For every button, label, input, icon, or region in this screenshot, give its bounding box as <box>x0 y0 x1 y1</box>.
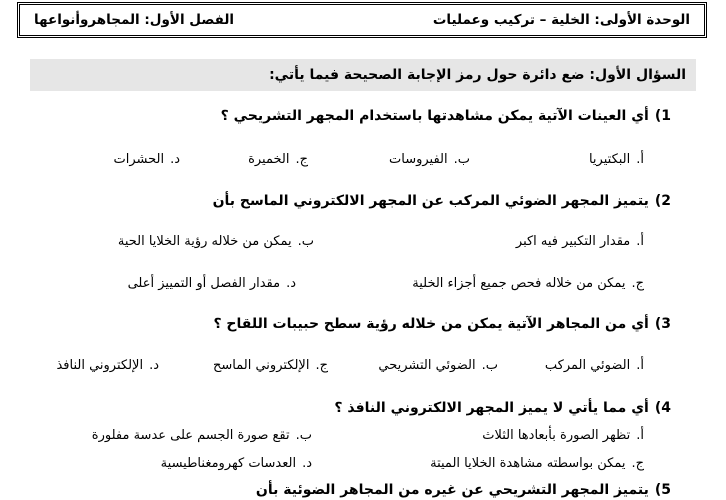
question-5 <box>256 482 671 498</box>
question-3 <box>213 316 671 332</box>
question-text: أي من المجاهر الآتية يمكن من خلاله رؤية سطح حبيبات اللقاح ؟ <box>213 316 649 332</box>
question-number: 1) <box>654 108 671 124</box>
question-2 <box>213 193 671 209</box>
question-number: 3) <box>654 316 671 332</box>
section-title: السؤال الأول: ضع دائرة حول رمز الإجابة الصحيحة فيما يأتي: <box>269 67 686 83</box>
q2-option-d[interactable]: د.مقدار الفصل أو التمييز أعلى <box>127 276 296 291</box>
q3-option-b[interactable]: ب.الضوئي التشريحي <box>378 358 498 373</box>
question-text: يتميز المجهر التشريحي عن غيره من المجاهر الضوئية بأن <box>255 482 649 498</box>
q4-option-d[interactable]: د.العدسات كهرومغناطيسية <box>160 456 312 471</box>
q3-option-c[interactable]: ج.الإلكتروني الماسح <box>213 358 328 373</box>
question-text: أي العينات الآتية يمكن مشاهدتها باستخدام المجهر التشريحي ؟ <box>220 108 649 124</box>
question-text: أي مما يأتي لا يميز المجهر الالكتروني النافذ ؟ <box>334 400 649 416</box>
q1-option-a[interactable]: أ.البكتيريا <box>588 152 644 167</box>
question-text: يتميز المجهر الضوئي المركب عن المجهر الالكتروني الماسح بأن <box>212 193 649 209</box>
q4-option-c[interactable]: ج.يمكن بواسطته مشاهدة الخلايا الميتة <box>430 456 644 471</box>
q2-option-c[interactable]: ج.يمكن من خلاله فحص جميع أجزاء الخلية <box>412 276 644 291</box>
q2-option-a[interactable]: أ.مقدار التكبير فيه اكبر <box>515 234 644 249</box>
q3-option-a[interactable]: أ.الضوئي المركب <box>544 358 644 373</box>
q1-option-c[interactable]: ج.الخميرة <box>248 152 308 167</box>
q4-option-a[interactable]: أ.تظهر الصورة بأبعادها الثلاث <box>482 428 644 443</box>
q2-option-b[interactable]: ب.يمكن من خلاله رؤية الخلايا الحية <box>117 234 314 249</box>
page-header <box>17 2 707 38</box>
q4-option-b[interactable]: ب.تقع صورة الجسم على عدسة مفلورة <box>91 428 312 443</box>
question-4 <box>334 400 671 416</box>
question-number: 4) <box>654 400 671 416</box>
q1-option-b[interactable]: ب.الفيروسات <box>389 152 470 167</box>
unit-title: الوحدة الأولى: الخلية – تركيب وعمليات <box>432 12 690 28</box>
q1-option-d[interactable]: د.الحشرات <box>113 152 180 167</box>
question-number: 2) <box>654 193 671 209</box>
section-title-bar <box>30 59 696 91</box>
question-1 <box>221 108 671 124</box>
question-number: 5) <box>654 482 671 498</box>
chapter-title: الفصل الأول: المجاهروأنواعها <box>34 12 235 28</box>
q3-option-d[interactable]: د.الإلكتروني النافذ <box>56 358 159 373</box>
